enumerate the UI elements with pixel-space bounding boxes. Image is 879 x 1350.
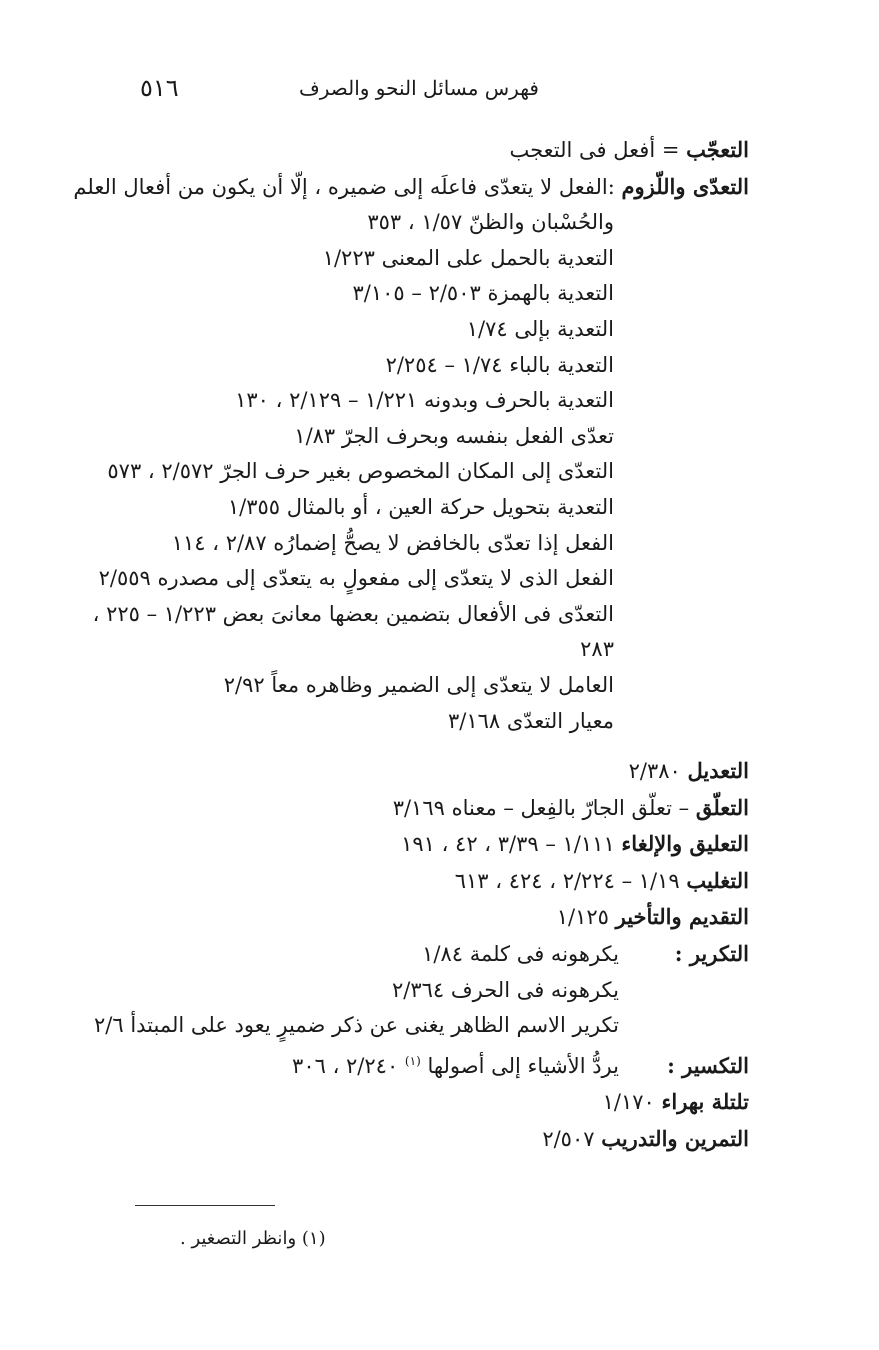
entry-term: التكسير : [667,1052,749,1078]
index-entry [69,1121,749,1158]
entry-term: التعجّب [686,137,749,162]
index-content [69,132,749,1158]
entry-text: يردُّ الأشياء إلى أصولها [427,1053,619,1078]
entry-text-tail: ٢/٢٤٠ ، ٣٠٦ [292,1053,405,1078]
footnote: (١) وانظر التصغير . [180,1228,326,1249]
entry-text: يكرهونه فى كلمة ١/٨٤ [422,942,619,967]
index-subentry: والحُسْبان والظنّ ١/٥٧ ، ٣٥٣ [367,210,614,235]
entry-term: تلتلة بهراء [661,1089,749,1115]
index-subentry: تعدّى الفعل بنفسه وبحرف الجرّ ١/٨٣ [294,423,614,448]
entry-text: ١/١٩ – ٢/٢٢٤ ، ٤٢٤ ، ٦١٣ [454,868,687,893]
entry-text: ٢/٣٨٠ [628,759,688,784]
index-subentry: التعدية بالباء ١/٧٤ – ٢/٢٥٤ [385,352,614,377]
index-entry [69,1044,749,1085]
index-subentry: التعدية بالهمزة ٢/٥٠٣ – ٣/١٠٥ [352,281,614,306]
entry-term: التكرير : [674,941,749,967]
entry-text: ١/١١١ – ٣/٣٩ ، ٤٢ ، ١٩١ [401,832,622,857]
entry-text: = أفعل فى التعجب [509,138,687,162]
index-subentry: تكرير الاسم الظاهر يغنى عن ذكر ضميرٍ يعود على المبتدأ ٢/٦ [94,1013,619,1038]
entry-term: التعلّق [695,794,749,820]
index-entry [69,169,749,206]
footnote-marker: (١) [404,1053,421,1068]
index-entry [69,753,749,790]
page-header [140,74,739,110]
page-number: ٥١٦ [140,74,179,102]
entry-term: التقديم والتأخير [615,904,749,930]
index-subentry: التعدية بالحرف وبدونه ١/٢٢١ – ٢/١٢٩ ، ١٣٠ [235,388,614,413]
index-subentry: التعدية بالحمل على المعنى ١/٢٢٣ [322,245,614,270]
footnote-divider [135,1205,275,1206]
entry-term: التغليب [686,867,749,893]
index-entry [69,899,749,936]
entry-text: – تعلّق الجارّ بالفِعل – معناه ٣/١٦٩ [392,795,696,820]
index-subentry: الفعل الذى لا يتعدّى إلى مفعولٍ به يتعدّى إلى مصدره ٢/٥٥٩ [98,566,614,591]
entry-term: التمرين والتدريب [601,1126,749,1152]
index-entry [69,790,749,827]
entry-term: التعديل [687,758,749,784]
index-subentry: التعدية بإلى ١/٧٤ [466,316,614,341]
entry-text: :الفعل لا يتعدّى فاعلَه إلى ضميره ، إلّا أن يكون من أفعال العلم [73,174,622,199]
index-entry [69,863,749,900]
index-entry [69,132,749,169]
running-title: فهرس مسائل النحو والصرف [298,76,539,100]
spacer [69,739,749,753]
index-subentry: التعدّى فى الأفعال بتضمين بعضها معانىَ بعض ١/٢٢٣ – ٢٢٥ ، ٢٨٣ [92,601,614,662]
entry-text: ٢/٥٠٧ [542,1127,602,1152]
index-entry [69,936,749,973]
index-entry [69,1084,749,1121]
entry-text: ١/١٢٥ [556,905,616,930]
index-subentry: التعدية بتحويل حركة العين ، أو بالمثال ١/٣٥٥ [227,494,614,519]
entry-text: ١/١٧٠ [602,1090,662,1115]
entry-term: التعليق والإلغاء [621,831,749,857]
entry-term: التعدّى واللّزوم [621,173,749,199]
index-entry [69,826,749,863]
index-subentry: العامل لا يتعدّى إلى الضمير وظاهره معاً ٢/٩٢ [223,672,614,697]
index-subentry: معيار التعدّى ٣/١٦٨ [448,708,614,733]
index-subentry: التعدّى إلى المكان المخصوص بغير حرف الجرّ ٢/٥٧٢ ، ٥٧٣ [107,459,614,484]
index-subentry: يكرهونه فى الحرف ٢/٣٦٤ [392,977,619,1002]
index-subentry: الفعل إذا تعدّى بالخافض لا يصحُّ إضمارُه ٢/٨٧ ، ١١٤ [171,530,614,555]
